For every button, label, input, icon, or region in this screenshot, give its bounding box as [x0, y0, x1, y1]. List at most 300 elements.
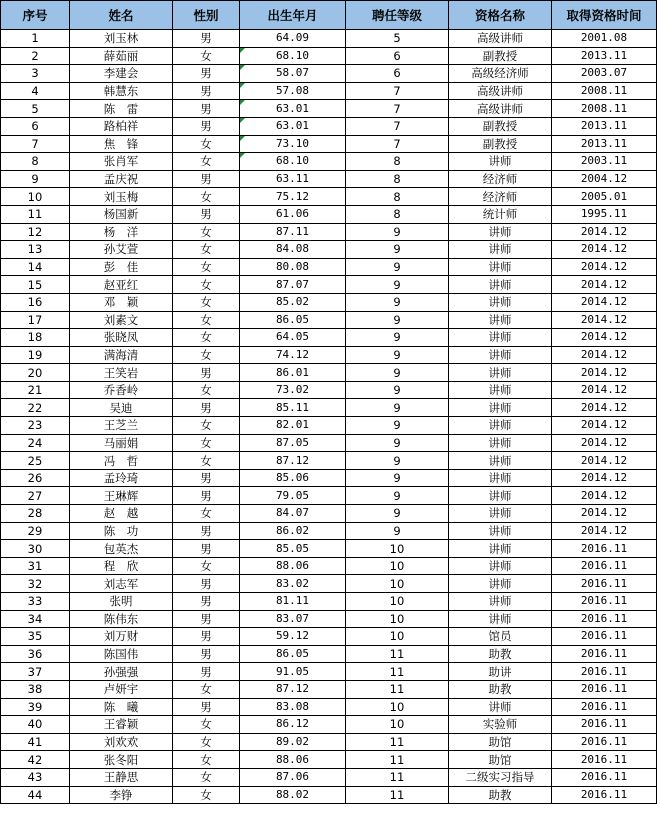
qualification-cell[interactable]: 讲师: [449, 452, 552, 470]
qualification-cell[interactable]: 讲师: [449, 153, 552, 171]
qualification-cell[interactable]: 助教: [449, 680, 552, 698]
level-cell[interactable]: 11: [346, 751, 449, 769]
serial-cell[interactable]: 28: [1, 505, 70, 523]
qualification-cell[interactable]: 讲师: [449, 364, 552, 382]
qualification-date-cell[interactable]: 2016.11: [552, 768, 657, 786]
name-cell[interactable]: 冯 哲: [70, 452, 173, 470]
name-cell[interactable]: 满海清: [70, 346, 173, 364]
gender-cell[interactable]: 男: [173, 364, 240, 382]
name-cell[interactable]: 陈 雷: [70, 100, 173, 118]
birth-date-cell[interactable]: 88.06: [240, 751, 346, 769]
qualification-cell[interactable]: 讲师: [449, 610, 552, 628]
serial-cell[interactable]: 33: [1, 593, 70, 611]
birth-date-cell[interactable]: 80.08: [240, 258, 346, 276]
qualification-date-cell[interactable]: 2016.11: [552, 575, 657, 593]
level-cell[interactable]: 11: [346, 786, 449, 804]
name-cell[interactable]: 程 欣: [70, 557, 173, 575]
qualification-date-cell[interactable]: 2016.11: [552, 733, 657, 751]
serial-cell[interactable]: 13: [1, 241, 70, 259]
level-cell[interactable]: 7: [346, 82, 449, 100]
qualification-cell[interactable]: 讲师: [449, 469, 552, 487]
gender-cell[interactable]: 男: [173, 399, 240, 417]
gender-cell[interactable]: 女: [173, 557, 240, 575]
qualification-cell[interactable]: 副教授: [449, 117, 552, 135]
gender-cell[interactable]: 男: [173, 82, 240, 100]
qualification-date-cell[interactable]: 2014.12: [552, 399, 657, 417]
name-cell[interactable]: 彭 佳: [70, 258, 173, 276]
birth-date-cell[interactable]: 63.11: [240, 170, 346, 188]
qualification-date-cell[interactable]: 2016.11: [552, 698, 657, 716]
qualification-cell[interactable]: 副教授: [449, 47, 552, 65]
serial-cell[interactable]: 26: [1, 469, 70, 487]
birth-date-cell[interactable]: 64.05: [240, 329, 346, 347]
birth-date-cell[interactable]: 57.08: [240, 82, 346, 100]
qualification-cell[interactable]: 实验师: [449, 716, 552, 734]
level-cell[interactable]: 8: [346, 153, 449, 171]
name-cell[interactable]: 刘欢欢: [70, 733, 173, 751]
level-cell[interactable]: 9: [346, 381, 449, 399]
gender-cell[interactable]: 男: [173, 487, 240, 505]
name-cell[interactable]: 王琳辉: [70, 487, 173, 505]
level-cell[interactable]: 9: [346, 399, 449, 417]
serial-cell[interactable]: 42: [1, 751, 70, 769]
birth-date-cell[interactable]: 85.05: [240, 540, 346, 558]
level-cell[interactable]: 11: [346, 733, 449, 751]
qualification-date-cell[interactable]: 2016.11: [552, 645, 657, 663]
header-gender[interactable]: 性别: [173, 1, 240, 30]
level-cell[interactable]: 9: [346, 469, 449, 487]
gender-cell[interactable]: 女: [173, 223, 240, 241]
level-cell[interactable]: 9: [346, 293, 449, 311]
serial-cell[interactable]: 38: [1, 680, 70, 698]
qualification-date-cell[interactable]: 2016.11: [552, 663, 657, 681]
header-qualification-date[interactable]: 取得资格时间: [552, 1, 657, 30]
level-cell[interactable]: 6: [346, 65, 449, 83]
level-cell[interactable]: 8: [346, 205, 449, 223]
level-cell[interactable]: 10: [346, 628, 449, 646]
qualification-cell[interactable]: 高级讲师: [449, 82, 552, 100]
name-cell[interactable]: 刘万财: [70, 628, 173, 646]
qualification-cell[interactable]: 讲师: [449, 223, 552, 241]
birth-date-cell[interactable]: 83.02: [240, 575, 346, 593]
gender-cell[interactable]: 男: [173, 698, 240, 716]
level-cell[interactable]: 8: [346, 188, 449, 206]
qualification-cell[interactable]: 讲师: [449, 434, 552, 452]
qualification-cell[interactable]: 讲师: [449, 698, 552, 716]
birth-date-cell[interactable]: 87.06: [240, 768, 346, 786]
level-cell[interactable]: 9: [346, 329, 449, 347]
name-cell[interactable]: 吴迪: [70, 399, 173, 417]
gender-cell[interactable]: 男: [173, 610, 240, 628]
qualification-cell[interactable]: 经济师: [449, 170, 552, 188]
level-cell[interactable]: 7: [346, 135, 449, 153]
gender-cell[interactable]: 男: [173, 628, 240, 646]
qualification-date-cell[interactable]: 2016.11: [552, 540, 657, 558]
serial-cell[interactable]: 37: [1, 663, 70, 681]
level-cell[interactable]: 10: [346, 557, 449, 575]
gender-cell[interactable]: 女: [173, 47, 240, 65]
qualification-date-cell[interactable]: 2016.11: [552, 610, 657, 628]
level-cell[interactable]: 9: [346, 223, 449, 241]
gender-cell[interactable]: 女: [173, 293, 240, 311]
qualification-date-cell[interactable]: 2013.11: [552, 135, 657, 153]
name-cell[interactable]: 刘玉林: [70, 30, 173, 48]
gender-cell[interactable]: 女: [173, 329, 240, 347]
serial-cell[interactable]: 9: [1, 170, 70, 188]
gender-cell[interactable]: 女: [173, 311, 240, 329]
name-cell[interactable]: 孟玲琦: [70, 469, 173, 487]
gender-cell[interactable]: 女: [173, 276, 240, 294]
name-cell[interactable]: 卢妍宇: [70, 680, 173, 698]
gender-cell[interactable]: 男: [173, 170, 240, 188]
qualification-cell[interactable]: 讲师: [449, 522, 552, 540]
level-cell[interactable]: 9: [346, 434, 449, 452]
qualification-date-cell[interactable]: 2014.12: [552, 364, 657, 382]
qualification-date-cell[interactable]: 2008.11: [552, 100, 657, 118]
birth-date-cell[interactable]: 84.07: [240, 505, 346, 523]
qualification-date-cell[interactable]: 2013.11: [552, 117, 657, 135]
name-cell[interactable]: 王静思: [70, 768, 173, 786]
serial-cell[interactable]: 40: [1, 716, 70, 734]
birth-date-cell[interactable]: 87.12: [240, 452, 346, 470]
gender-cell[interactable]: 女: [173, 346, 240, 364]
birth-date-cell[interactable]: 73.10: [240, 135, 346, 153]
serial-cell[interactable]: 34: [1, 610, 70, 628]
gender-cell[interactable]: 男: [173, 522, 240, 540]
qualification-date-cell[interactable]: 2014.12: [552, 293, 657, 311]
serial-cell[interactable]: 15: [1, 276, 70, 294]
level-cell[interactable]: 9: [346, 364, 449, 382]
serial-cell[interactable]: 16: [1, 293, 70, 311]
gender-cell[interactable]: 女: [173, 505, 240, 523]
serial-cell[interactable]: 32: [1, 575, 70, 593]
qualification-date-cell[interactable]: 2014.12: [552, 329, 657, 347]
gender-cell[interactable]: 女: [173, 188, 240, 206]
qualification-cell[interactable]: 讲师: [449, 276, 552, 294]
qualification-cell[interactable]: 讲师: [449, 293, 552, 311]
gender-cell[interactable]: 女: [173, 434, 240, 452]
serial-cell[interactable]: 27: [1, 487, 70, 505]
serial-cell[interactable]: 44: [1, 786, 70, 804]
level-cell[interactable]: 7: [346, 100, 449, 118]
name-cell[interactable]: 杨 洋: [70, 223, 173, 241]
birth-date-cell[interactable]: 64.09: [240, 30, 346, 48]
birth-date-cell[interactable]: 75.12: [240, 188, 346, 206]
birth-date-cell[interactable]: 63.01: [240, 100, 346, 118]
serial-cell[interactable]: 11: [1, 205, 70, 223]
name-cell[interactable]: 刘志军: [70, 575, 173, 593]
birth-date-cell[interactable]: 86.05: [240, 311, 346, 329]
level-cell[interactable]: 9: [346, 417, 449, 435]
qualification-date-cell[interactable]: 2013.11: [552, 47, 657, 65]
birth-date-cell[interactable]: 63.01: [240, 117, 346, 135]
level-cell[interactable]: 10: [346, 610, 449, 628]
qualification-date-cell[interactable]: 2014.12: [552, 417, 657, 435]
qualification-cell[interactable]: 讲师: [449, 258, 552, 276]
level-cell[interactable]: 9: [346, 505, 449, 523]
qualification-date-cell[interactable]: 1995.11: [552, 205, 657, 223]
header-name[interactable]: 姓名: [70, 1, 173, 30]
gender-cell[interactable]: 女: [173, 680, 240, 698]
qualification-date-cell[interactable]: 2004.12: [552, 170, 657, 188]
name-cell[interactable]: 李建会: [70, 65, 173, 83]
name-cell[interactable]: 包英杰: [70, 540, 173, 558]
serial-cell[interactable]: 20: [1, 364, 70, 382]
serial-cell[interactable]: 35: [1, 628, 70, 646]
birth-date-cell[interactable]: 88.06: [240, 557, 346, 575]
serial-cell[interactable]: 3: [1, 65, 70, 83]
level-cell[interactable]: 11: [346, 663, 449, 681]
gender-cell[interactable]: 男: [173, 469, 240, 487]
gender-cell[interactable]: 男: [173, 645, 240, 663]
birth-date-cell[interactable]: 85.11: [240, 399, 346, 417]
level-cell[interactable]: 9: [346, 346, 449, 364]
qualification-date-cell[interactable]: 2014.12: [552, 452, 657, 470]
birth-date-cell[interactable]: 87.07: [240, 276, 346, 294]
header-birth-date[interactable]: 出生年月: [240, 1, 346, 30]
qualification-date-cell[interactable]: 2005.01: [552, 188, 657, 206]
qualification-cell[interactable]: 讲师: [449, 311, 552, 329]
birth-date-cell[interactable]: 89.02: [240, 733, 346, 751]
birth-date-cell[interactable]: 86.05: [240, 645, 346, 663]
gender-cell[interactable]: 男: [173, 663, 240, 681]
serial-cell[interactable]: 5: [1, 100, 70, 118]
qualification-cell[interactable]: 讲师: [449, 487, 552, 505]
gender-cell[interactable]: 男: [173, 540, 240, 558]
level-cell[interactable]: 9: [346, 241, 449, 259]
serial-cell[interactable]: 18: [1, 329, 70, 347]
qualification-date-cell[interactable]: 2014.12: [552, 522, 657, 540]
birth-date-cell[interactable]: 59.12: [240, 628, 346, 646]
name-cell[interactable]: 李铮: [70, 786, 173, 804]
qualification-cell[interactable]: 讲师: [449, 399, 552, 417]
qualification-date-cell[interactable]: 2016.11: [552, 628, 657, 646]
birth-date-cell[interactable]: 86.02: [240, 522, 346, 540]
birth-date-cell[interactable]: 91.05: [240, 663, 346, 681]
name-cell[interactable]: 孙艾萱: [70, 241, 173, 259]
gender-cell[interactable]: 男: [173, 65, 240, 83]
gender-cell[interactable]: 女: [173, 381, 240, 399]
gender-cell[interactable]: 女: [173, 258, 240, 276]
gender-cell[interactable]: 男: [173, 30, 240, 48]
qualification-date-cell[interactable]: 2008.11: [552, 82, 657, 100]
level-cell[interactable]: 9: [346, 487, 449, 505]
serial-cell[interactable]: 10: [1, 188, 70, 206]
level-cell[interactable]: 10: [346, 575, 449, 593]
qualification-date-cell[interactable]: 2016.11: [552, 680, 657, 698]
serial-cell[interactable]: 23: [1, 417, 70, 435]
name-cell[interactable]: 陈 曦: [70, 698, 173, 716]
name-cell[interactable]: 刘素文: [70, 311, 173, 329]
name-cell[interactable]: 路柏祥: [70, 117, 173, 135]
name-cell[interactable]: 赵亚红: [70, 276, 173, 294]
gender-cell[interactable]: 女: [173, 241, 240, 259]
birth-date-cell[interactable]: 85.02: [240, 293, 346, 311]
gender-cell[interactable]: 男: [173, 205, 240, 223]
qualification-cell[interactable]: 助讲: [449, 663, 552, 681]
level-cell[interactable]: 9: [346, 276, 449, 294]
name-cell[interactable]: 孙强强: [70, 663, 173, 681]
serial-cell[interactable]: 41: [1, 733, 70, 751]
level-cell[interactable]: 10: [346, 716, 449, 734]
level-cell[interactable]: 5: [346, 30, 449, 48]
birth-date-cell[interactable]: 68.10: [240, 153, 346, 171]
birth-date-cell[interactable]: 68.10: [240, 47, 346, 65]
qualification-cell[interactable]: 讲师: [449, 557, 552, 575]
level-cell[interactable]: 7: [346, 117, 449, 135]
qualification-cell[interactable]: 二级实习指导: [449, 768, 552, 786]
name-cell[interactable]: 王芝兰: [70, 417, 173, 435]
serial-cell[interactable]: 39: [1, 698, 70, 716]
birth-date-cell[interactable]: 86.12: [240, 716, 346, 734]
serial-cell[interactable]: 25: [1, 452, 70, 470]
qualification-date-cell[interactable]: 2003.07: [552, 65, 657, 83]
serial-cell[interactable]: 19: [1, 346, 70, 364]
gender-cell[interactable]: 女: [173, 417, 240, 435]
qualification-date-cell[interactable]: 2001.08: [552, 30, 657, 48]
serial-cell[interactable]: 22: [1, 399, 70, 417]
qualification-date-cell[interactable]: 2014.12: [552, 434, 657, 452]
name-cell[interactable]: 陈国伟: [70, 645, 173, 663]
name-cell[interactable]: 薛茹丽: [70, 47, 173, 65]
birth-date-cell[interactable]: 82.01: [240, 417, 346, 435]
header-qualification[interactable]: 资格名称: [449, 1, 552, 30]
birth-date-cell[interactable]: 81.11: [240, 593, 346, 611]
name-cell[interactable]: 王睿颖: [70, 716, 173, 734]
qualification-date-cell[interactable]: 2016.11: [552, 751, 657, 769]
qualification-date-cell[interactable]: 2016.11: [552, 786, 657, 804]
gender-cell[interactable]: 女: [173, 768, 240, 786]
header-appointment-level[interactable]: 聘任等级: [346, 1, 449, 30]
level-cell[interactable]: 6: [346, 47, 449, 65]
gender-cell[interactable]: 男: [173, 593, 240, 611]
name-cell[interactable]: 陈 功: [70, 522, 173, 540]
qualification-cell[interactable]: 讲师: [449, 381, 552, 399]
qualification-cell[interactable]: 讲师: [449, 575, 552, 593]
birth-date-cell[interactable]: 83.07: [240, 610, 346, 628]
qualification-cell[interactable]: 经济师: [449, 188, 552, 206]
birth-date-cell[interactable]: 88.02: [240, 786, 346, 804]
qualification-date-cell[interactable]: 2014.12: [552, 346, 657, 364]
name-cell[interactable]: 刘玉梅: [70, 188, 173, 206]
name-cell[interactable]: 张肖军: [70, 153, 173, 171]
name-cell[interactable]: 张明: [70, 593, 173, 611]
qualification-cell[interactable]: 讲师: [449, 329, 552, 347]
qualification-date-cell[interactable]: 2014.12: [552, 505, 657, 523]
serial-cell[interactable]: 4: [1, 82, 70, 100]
qualification-cell[interactable]: 馆员: [449, 628, 552, 646]
serial-cell[interactable]: 30: [1, 540, 70, 558]
level-cell[interactable]: 11: [346, 680, 449, 698]
qualification-cell[interactable]: 助教: [449, 786, 552, 804]
name-cell[interactable]: 韩慧东: [70, 82, 173, 100]
qualification-cell[interactable]: 统计师: [449, 205, 552, 223]
level-cell[interactable]: 9: [346, 452, 449, 470]
qualification-cell[interactable]: 讲师: [449, 417, 552, 435]
level-cell[interactable]: 9: [346, 258, 449, 276]
qualification-cell[interactable]: 讲师: [449, 505, 552, 523]
level-cell[interactable]: 8: [346, 170, 449, 188]
serial-cell[interactable]: 43: [1, 768, 70, 786]
qualification-date-cell[interactable]: 2014.12: [552, 276, 657, 294]
birth-date-cell[interactable]: 86.01: [240, 364, 346, 382]
name-cell[interactable]: 张冬阳: [70, 751, 173, 769]
name-cell[interactable]: 邓 颖: [70, 293, 173, 311]
level-cell[interactable]: 11: [346, 768, 449, 786]
name-cell[interactable]: 马丽娟: [70, 434, 173, 452]
qualification-cell[interactable]: 助教: [449, 645, 552, 663]
birth-date-cell[interactable]: 73.02: [240, 381, 346, 399]
qualification-cell[interactable]: 助馆: [449, 751, 552, 769]
gender-cell[interactable]: 女: [173, 751, 240, 769]
qualification-cell[interactable]: 高级讲师: [449, 100, 552, 118]
serial-cell[interactable]: 17: [1, 311, 70, 329]
serial-cell[interactable]: 31: [1, 557, 70, 575]
gender-cell[interactable]: 女: [173, 452, 240, 470]
gender-cell[interactable]: 女: [173, 733, 240, 751]
header-serial-number[interactable]: 序号: [1, 1, 70, 30]
qualification-cell[interactable]: 讲师: [449, 241, 552, 259]
serial-cell[interactable]: 12: [1, 223, 70, 241]
qualification-date-cell[interactable]: 2014.12: [552, 469, 657, 487]
serial-cell[interactable]: 29: [1, 522, 70, 540]
qualification-date-cell[interactable]: 2014.12: [552, 381, 657, 399]
qualification-date-cell[interactable]: 2016.11: [552, 716, 657, 734]
name-cell[interactable]: 杨国新: [70, 205, 173, 223]
level-cell[interactable]: 10: [346, 540, 449, 558]
qualification-date-cell[interactable]: 2014.12: [552, 311, 657, 329]
birth-date-cell[interactable]: 58.07: [240, 65, 346, 83]
birth-date-cell[interactable]: 85.06: [240, 469, 346, 487]
serial-cell[interactable]: 1: [1, 30, 70, 48]
gender-cell[interactable]: 女: [173, 786, 240, 804]
name-cell[interactable]: 陈伟东: [70, 610, 173, 628]
birth-date-cell[interactable]: 74.12: [240, 346, 346, 364]
qualification-date-cell[interactable]: 2014.12: [552, 258, 657, 276]
birth-date-cell[interactable]: 87.12: [240, 680, 346, 698]
qualification-cell[interactable]: 讲师: [449, 540, 552, 558]
birth-date-cell[interactable]: 84.08: [240, 241, 346, 259]
name-cell[interactable]: 赵 越: [70, 505, 173, 523]
level-cell[interactable]: 9: [346, 311, 449, 329]
name-cell[interactable]: 孟庆祝: [70, 170, 173, 188]
birth-date-cell[interactable]: 87.11: [240, 223, 346, 241]
serial-cell[interactable]: 7: [1, 135, 70, 153]
serial-cell[interactable]: 2: [1, 47, 70, 65]
qualification-cell[interactable]: 高级讲师: [449, 30, 552, 48]
gender-cell[interactable]: 男: [173, 575, 240, 593]
gender-cell[interactable]: 女: [173, 153, 240, 171]
gender-cell[interactable]: 女: [173, 716, 240, 734]
name-cell[interactable]: 乔香岭: [70, 381, 173, 399]
qualification-date-cell[interactable]: 2016.11: [552, 557, 657, 575]
qualification-cell[interactable]: 高级经济师: [449, 65, 552, 83]
gender-cell[interactable]: 男: [173, 100, 240, 118]
serial-cell[interactable]: 24: [1, 434, 70, 452]
birth-date-cell[interactable]: 83.08: [240, 698, 346, 716]
level-cell[interactable]: 9: [346, 522, 449, 540]
qualification-cell[interactable]: 讲师: [449, 346, 552, 364]
qualification-cell[interactable]: 讲师: [449, 593, 552, 611]
gender-cell[interactable]: 女: [173, 135, 240, 153]
name-cell[interactable]: 焦 锋: [70, 135, 173, 153]
birth-date-cell[interactable]: 61.06: [240, 205, 346, 223]
qualification-cell[interactable]: 助馆: [449, 733, 552, 751]
gender-cell[interactable]: 男: [173, 117, 240, 135]
level-cell[interactable]: 10: [346, 593, 449, 611]
name-cell[interactable]: 张晓凤: [70, 329, 173, 347]
serial-cell[interactable]: 8: [1, 153, 70, 171]
